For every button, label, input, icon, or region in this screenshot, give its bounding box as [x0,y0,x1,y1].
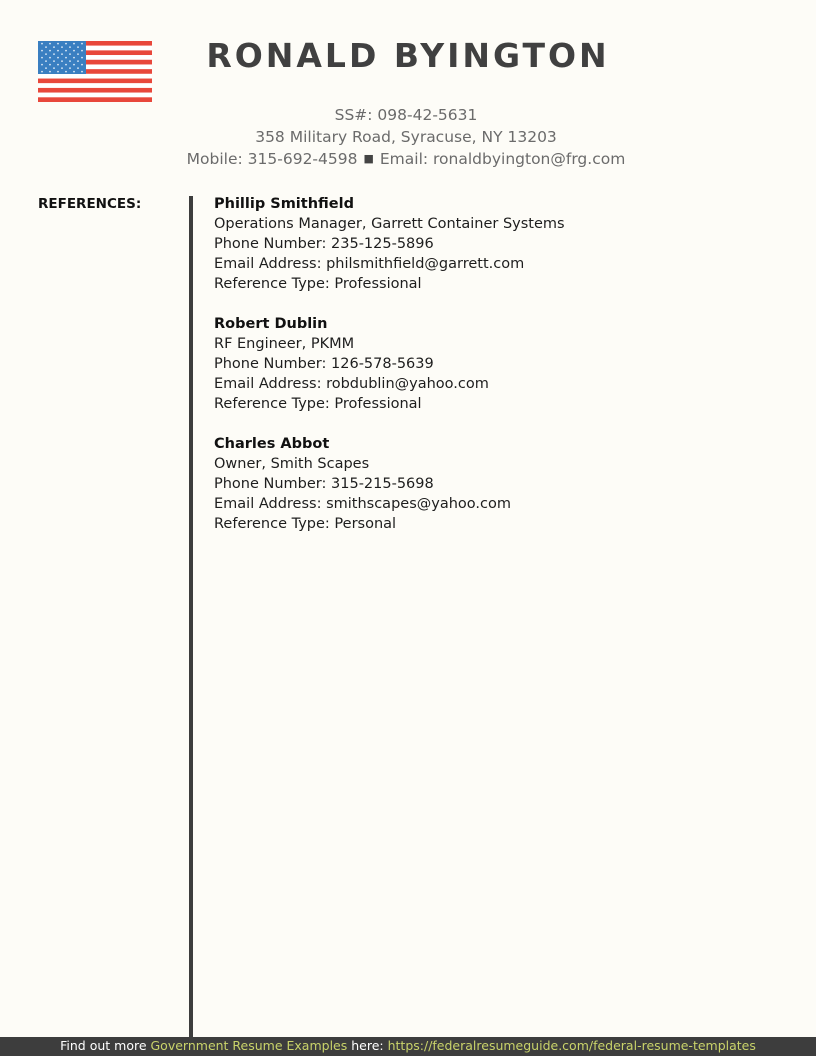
footer-bar [0,1037,816,1056]
reference-name: Charles Abbot [214,436,330,452]
footer-url-link[interactable]: https://federalresumeguide.com/federal-resume-templates [387,1038,756,1053]
reference-type: Reference Type: Professional [214,276,422,292]
reference-type: Reference Type: Personal [214,516,397,532]
email-text: Email: ronaldbyington@frg.com [379,150,626,168]
reference-phone: Phone Number: 235-125-5896 [214,236,434,252]
reference-email: Email Address: smithscapes@yahoo.com [214,496,511,512]
section-label-references: REFERENCES: [38,196,142,212]
reference-item [214,314,565,414]
reference-item [214,194,565,294]
footer-prefix: Find out more [60,1038,151,1053]
reference-title: RF Engineer, PKMM [214,336,355,352]
reference-item [214,434,565,534]
reference-name: Phillip Smithfield [214,196,354,212]
reference-title: Operations Manager, Garrett Container Systems [214,216,565,232]
reference-title: Owner, Smith Scapes [214,456,370,472]
reference-name: Robert Dublin [214,316,328,332]
reference-type: Reference Type: Professional [214,396,422,412]
footer-middle: here: [347,1038,388,1053]
mobile-text: Mobile: 315-692-4598 [186,150,358,168]
reference-phone: Phone Number: 126-578-5639 [214,356,434,372]
separator-icon: ■ [363,152,374,165]
page-title: RONALD BYINGTON [206,36,610,75]
ssn-line: SS#: 098-42-5631 [334,106,478,124]
address-line: 358 Military Road, Syracuse, NY 13203 [255,128,557,146]
footer-examples-link[interactable]: Government Resume Examples [150,1038,348,1053]
references-list [214,194,565,554]
reference-phone: Phone Number: 315-215-5698 [214,476,434,492]
phone-email-line [0,148,812,172]
reference-email: Email Address: robdublin@yahoo.com [214,376,489,392]
contact-block [0,104,812,172]
reference-email: Email Address: philsmithfield@garrett.com [214,256,525,272]
section-divider [189,196,193,1038]
